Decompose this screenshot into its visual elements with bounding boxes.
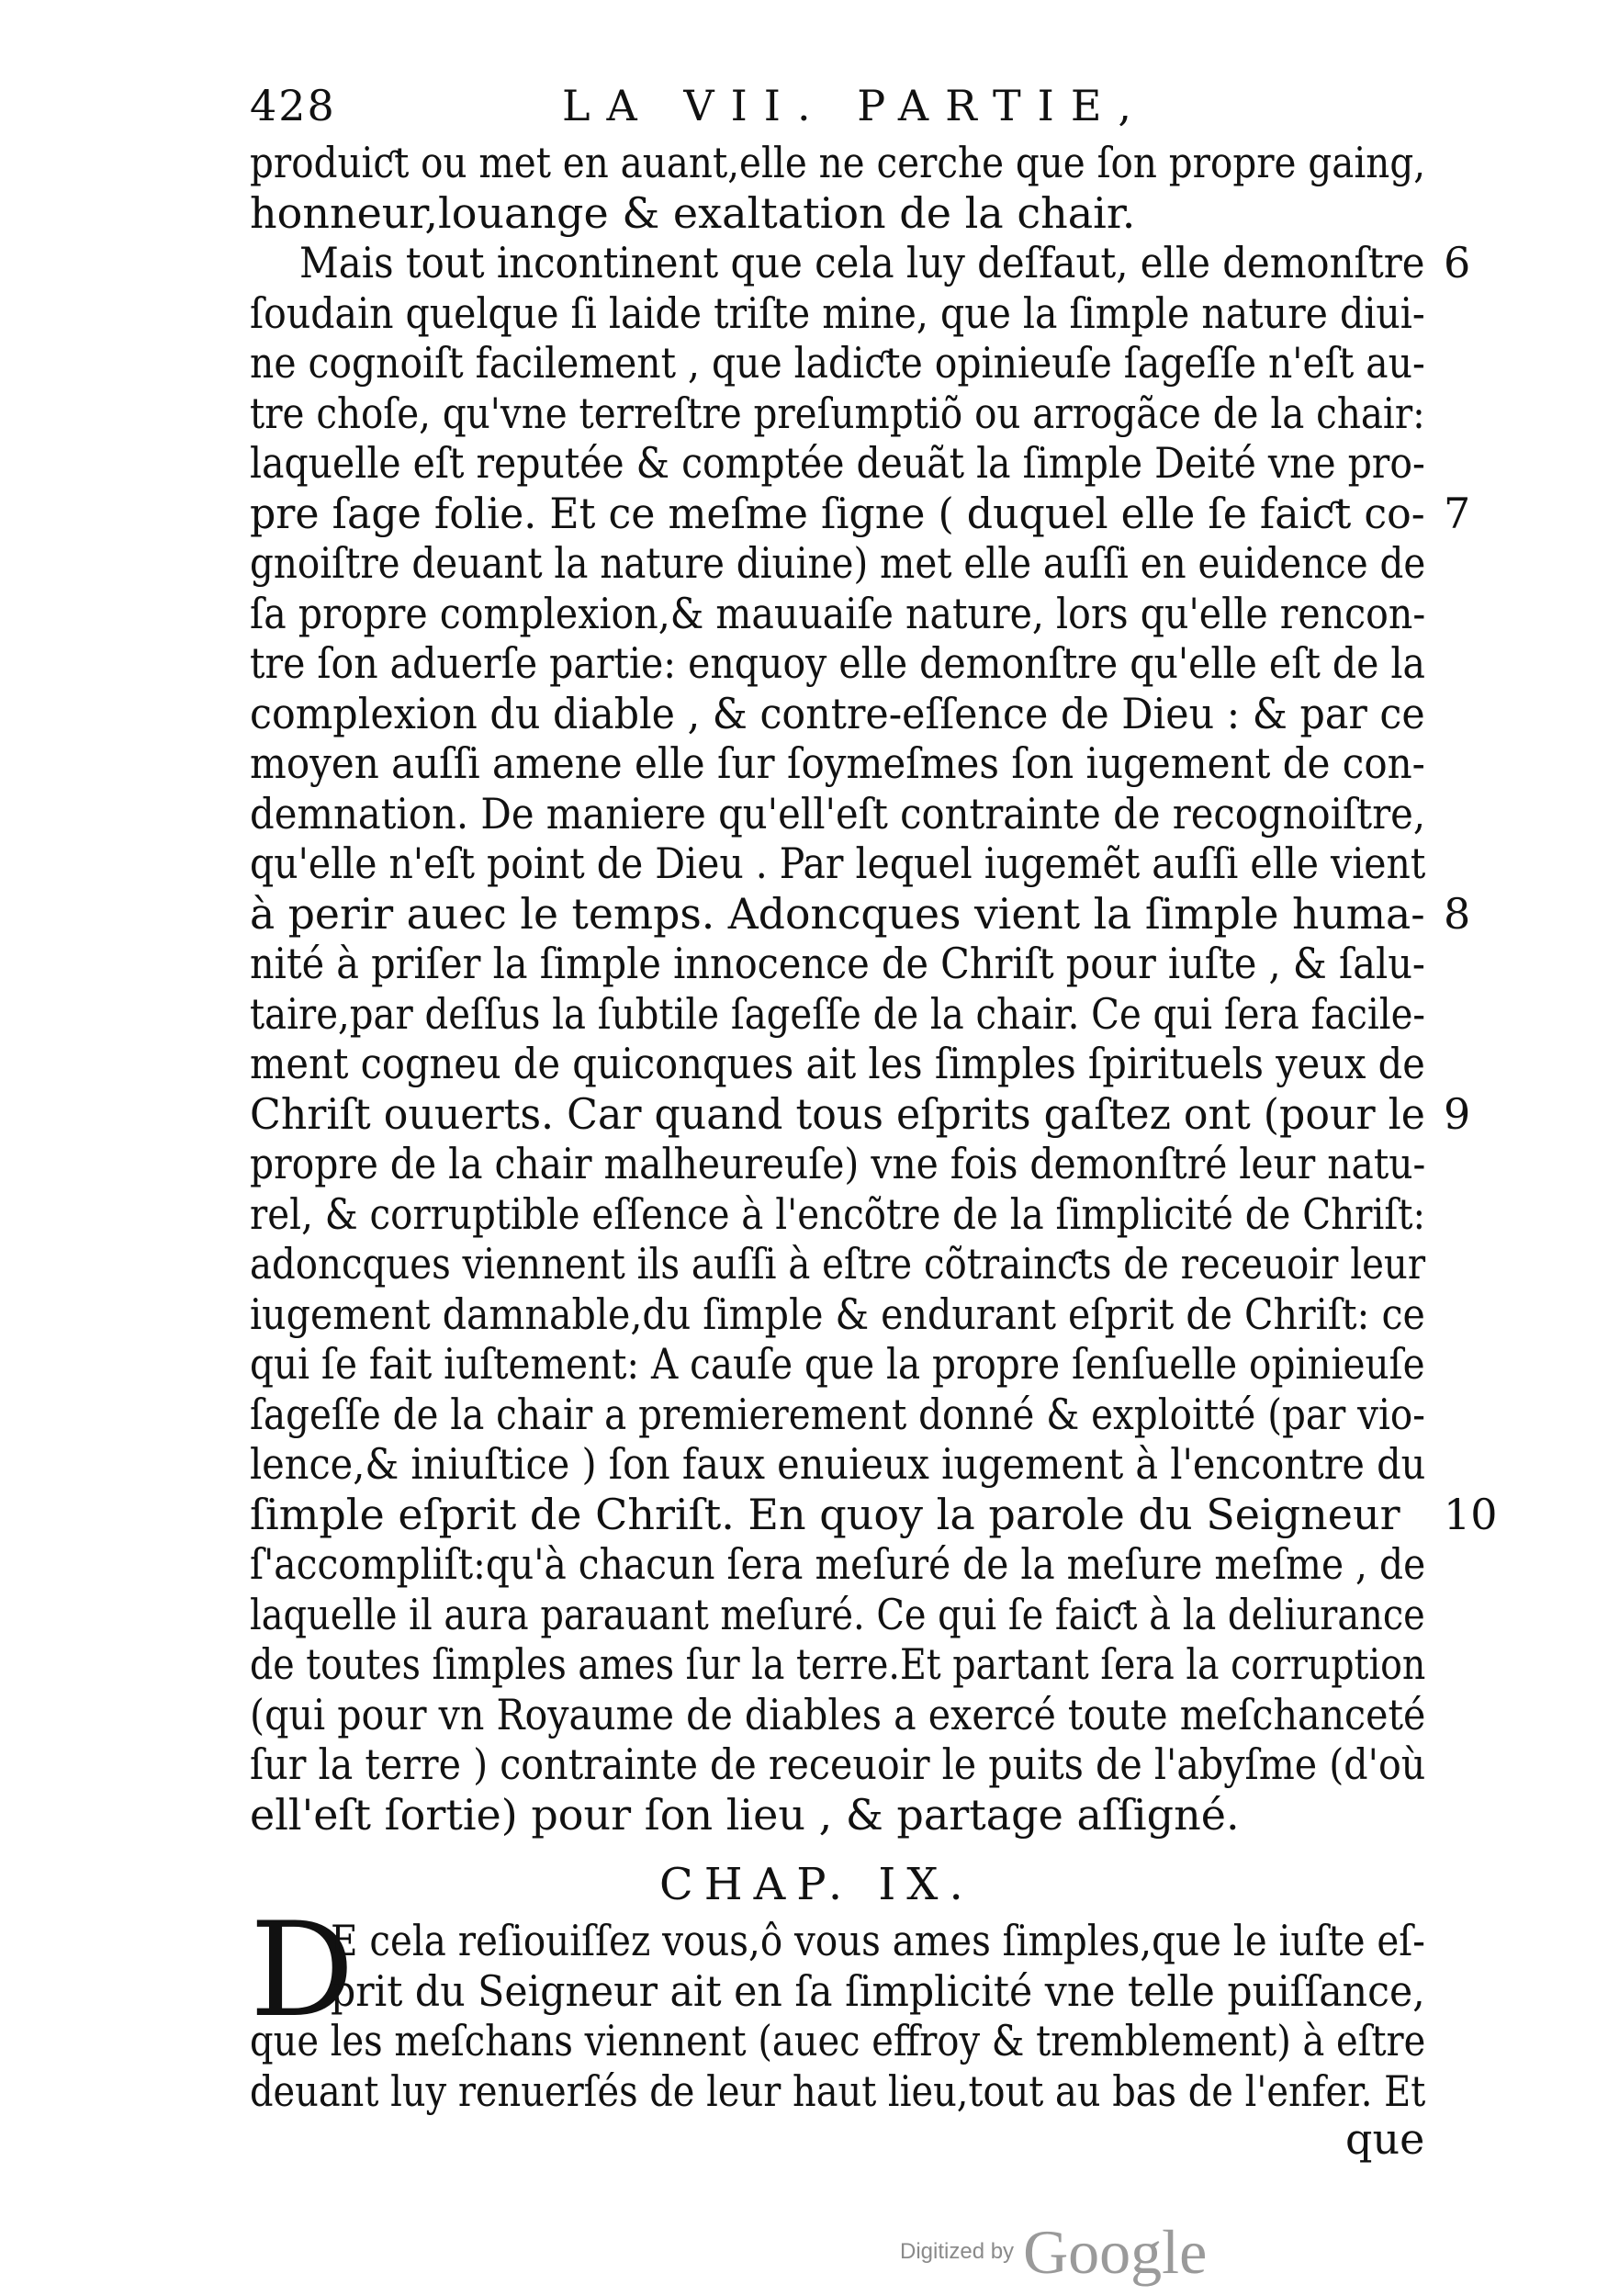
text-line-content: propre de la chair malheureuſe) vne fois demonſtré leur natu- (250, 1139, 1426, 1188)
text-line (250, 1439, 1444, 1490)
text-line (250, 1088, 1471, 1140)
text-line-content: (qui pour vn Royaume de diables a exercé toute meſchanceté (250, 1689, 1426, 1739)
text-line (250, 488, 1471, 539)
text-line (250, 589, 1444, 639)
text-line (250, 689, 1444, 739)
verse-number: 8 (1444, 888, 1471, 939)
text-line-content: moyen auſſi amene elle ſur ſoymeſmes ſon iugement de con- (250, 738, 1425, 788)
text-line-content: qui ſe fait iuſtement: A cauſe que la propre ſenſuelle opinieuſe (250, 1339, 1425, 1389)
text-line (250, 1039, 1444, 1089)
drop-cap-initial: D (250, 1895, 354, 2046)
text-line (250, 638, 1444, 689)
text-line-content: produiƈt ou met en auant,elle ne cerche que ſon propre gaing, (250, 138, 1426, 187)
text-line (250, 138, 1444, 188)
text-line-content: ſimple eſprit de Chriſt. En quoy la parole du Seigneur (250, 1489, 1400, 1539)
google-logo: Google (1023, 2216, 1208, 2287)
text-line (250, 288, 1444, 339)
chapter-text-line-content: que les meſchans viennent (auec effroy & tremblement) à eſtre (250, 2016, 1426, 2065)
body-text (250, 138, 1498, 1840)
text-line-content: de toutes ſimples ames ſur la terre.Et partant ſera la corruption (250, 1639, 1426, 1689)
text-line-content: complexion du diable , & contre-eſſence de Dieu : & par ce (250, 688, 1425, 738)
text-line-content: pre ſage folie. Et ce meſme ſigne ( duquel elle ſe faiƈt co- (250, 488, 1425, 538)
text-line-content: rel, & corruptible eſſence à l'encõtre de la ſimplicité de Chriſt: (250, 1188, 1426, 1239)
chapter-text-line (250, 2066, 1444, 2117)
text-line-content: tre choſe, qu'vne terreſtre preſumptiõ ou arrogãce de la chair: (250, 388, 1425, 438)
text-line-content: ſoudain quelque ſi laide triſte mine, que la ſimple nature diui- (250, 287, 1425, 338)
text-line-content: nité à priſer la ſimple innocence de Chriſt pour iuſte , & ſalu- (250, 939, 1425, 988)
text-line (250, 1790, 1444, 1840)
text-line (250, 438, 1444, 489)
text-line-content: à perir auec le temps. Adoncques vient la ſimple huma- (250, 888, 1425, 939)
chapter-text (250, 1895, 1444, 2116)
text-line (250, 1690, 1444, 1740)
text-line-content: tre ſon aduerſe partie: enquoy elle demonſtre qu'elle eſt de la (250, 638, 1425, 688)
catchword: que (1345, 2114, 1425, 2164)
text-line (250, 1539, 1444, 1590)
verse-number: 10 (1444, 1489, 1498, 1539)
text-line (250, 1489, 1498, 1540)
text-line (250, 238, 1471, 288)
chapter-text-line-content: E cela reſiouiſſez vous,ô vous ames ſimples,que le iuſte eſ- (331, 1916, 1425, 1965)
text-line-content: iugement damnable,du ſimple & endurant eſprit de Chriſt: ce (250, 1289, 1425, 1339)
text-line (250, 1239, 1444, 1289)
digitization-watermark (900, 2215, 1207, 2289)
text-line-content: demnation. De maniere qu'ell'eſt contrainte de recognoiſtre, (250, 788, 1426, 838)
chapter-text-line (250, 2016, 1444, 2066)
text-line-content: ſ'accompliſt:qu'à chacun ſera meſuré de la meſure meſme , de (250, 1539, 1426, 1589)
text-line (250, 789, 1444, 839)
text-line-content: ſur la terre ) contrainte de receuoir le puits de l'abyſme (d'où (250, 1739, 1426, 1789)
chapter-text-line (250, 1966, 1444, 2017)
chapter-text-line-content: prit du Seigneur ait en ſa ſimplicité vne telle puiſſance, (331, 1965, 1425, 2016)
chapter-text-line-content: deuant luy renuerſés de leur haut lieu,tout au bas de l'enfer. Et (250, 2065, 1426, 2116)
text-line (250, 838, 1444, 889)
text-line-content: ell'eſt ſortie) pour ſon lieu , & partage aſſigné. (250, 1789, 1240, 1840)
digitized-by-label: Digitized by (900, 2239, 1015, 2264)
text-line (250, 1590, 1444, 1640)
text-line (250, 338, 1444, 388)
verse-number: 9 (1444, 1088, 1471, 1139)
text-line (250, 1639, 1444, 1690)
text-line (250, 538, 1444, 589)
chapter-text-line (250, 1916, 1444, 1966)
running-head: LA VII. PARTIE, (562, 81, 1149, 130)
text-line (250, 1390, 1444, 1440)
text-line-content: laquelle eſt reputée & comptée deuãt la ſimple Deité vne pro- (250, 438, 1425, 488)
text-line-content: laquelle il aura parauant meſuré. Ce qui ſe faiƈt à la deliurance (250, 1589, 1425, 1639)
text-line-content: gnoiſtre deuant la nature diuine) met elle auſſi en euidence de (250, 538, 1426, 588)
text-line (250, 888, 1471, 940)
text-line-content: ment cogneu de quiconques ait les ſimples ſpirituels yeux de (250, 1039, 1425, 1088)
text-line-content: honneur,louange & exaltation de la chair. (250, 187, 1136, 238)
text-line (250, 1139, 1444, 1189)
text-line-content: adoncques viennent ils auſſi à eſtre cõtrainƈts de receuoir leur (250, 1239, 1426, 1289)
verse-number: 6 (1444, 238, 1471, 287)
text-line (250, 738, 1444, 789)
text-line (250, 989, 1444, 1040)
text-line (250, 188, 1444, 239)
text-line-content: ne cognoiſt facilement , que ladiƈte opinieuſe ſageſſe n'eſt au- (250, 338, 1425, 388)
text-line-content: taire,par deſſus la ſubtile ſageſſe de la chair. Ce qui ſera facile- (250, 988, 1426, 1039)
text-line-content: Mais tout incontinent que cela luy deſfaut, elle demonſtre (299, 238, 1425, 287)
text-line-content: Chriſt ouuerts. Car quand tous eſprits gaſtez ont (pour le (250, 1088, 1425, 1139)
page-header (250, 81, 1425, 145)
page-number: 428 (250, 81, 336, 130)
text-line-content: ſageſſe de la chair a premierement donné & exploitté (par vio- (250, 1389, 1425, 1439)
text-line-content: qu'elle n'eſt point de Dieu . Par lequel iugemẽt auſſi elle vient (250, 838, 1426, 888)
verse-number: 7 (1444, 488, 1471, 538)
text-line (250, 1289, 1444, 1340)
text-line (250, 939, 1444, 989)
text-line (250, 388, 1444, 439)
text-line-content: lence,& iniuſtice ) ſon faux enuieux iugement à l'encontre du (250, 1439, 1426, 1489)
text-line (250, 1739, 1444, 1790)
text-line (250, 1339, 1444, 1390)
text-line (250, 1189, 1444, 1240)
text-line-content: ſa propre complexion,& mauuaiſe nature, lors qu'elle rencon- (250, 588, 1426, 638)
chapter-heading: CHAP. IX. (659, 1859, 974, 1910)
